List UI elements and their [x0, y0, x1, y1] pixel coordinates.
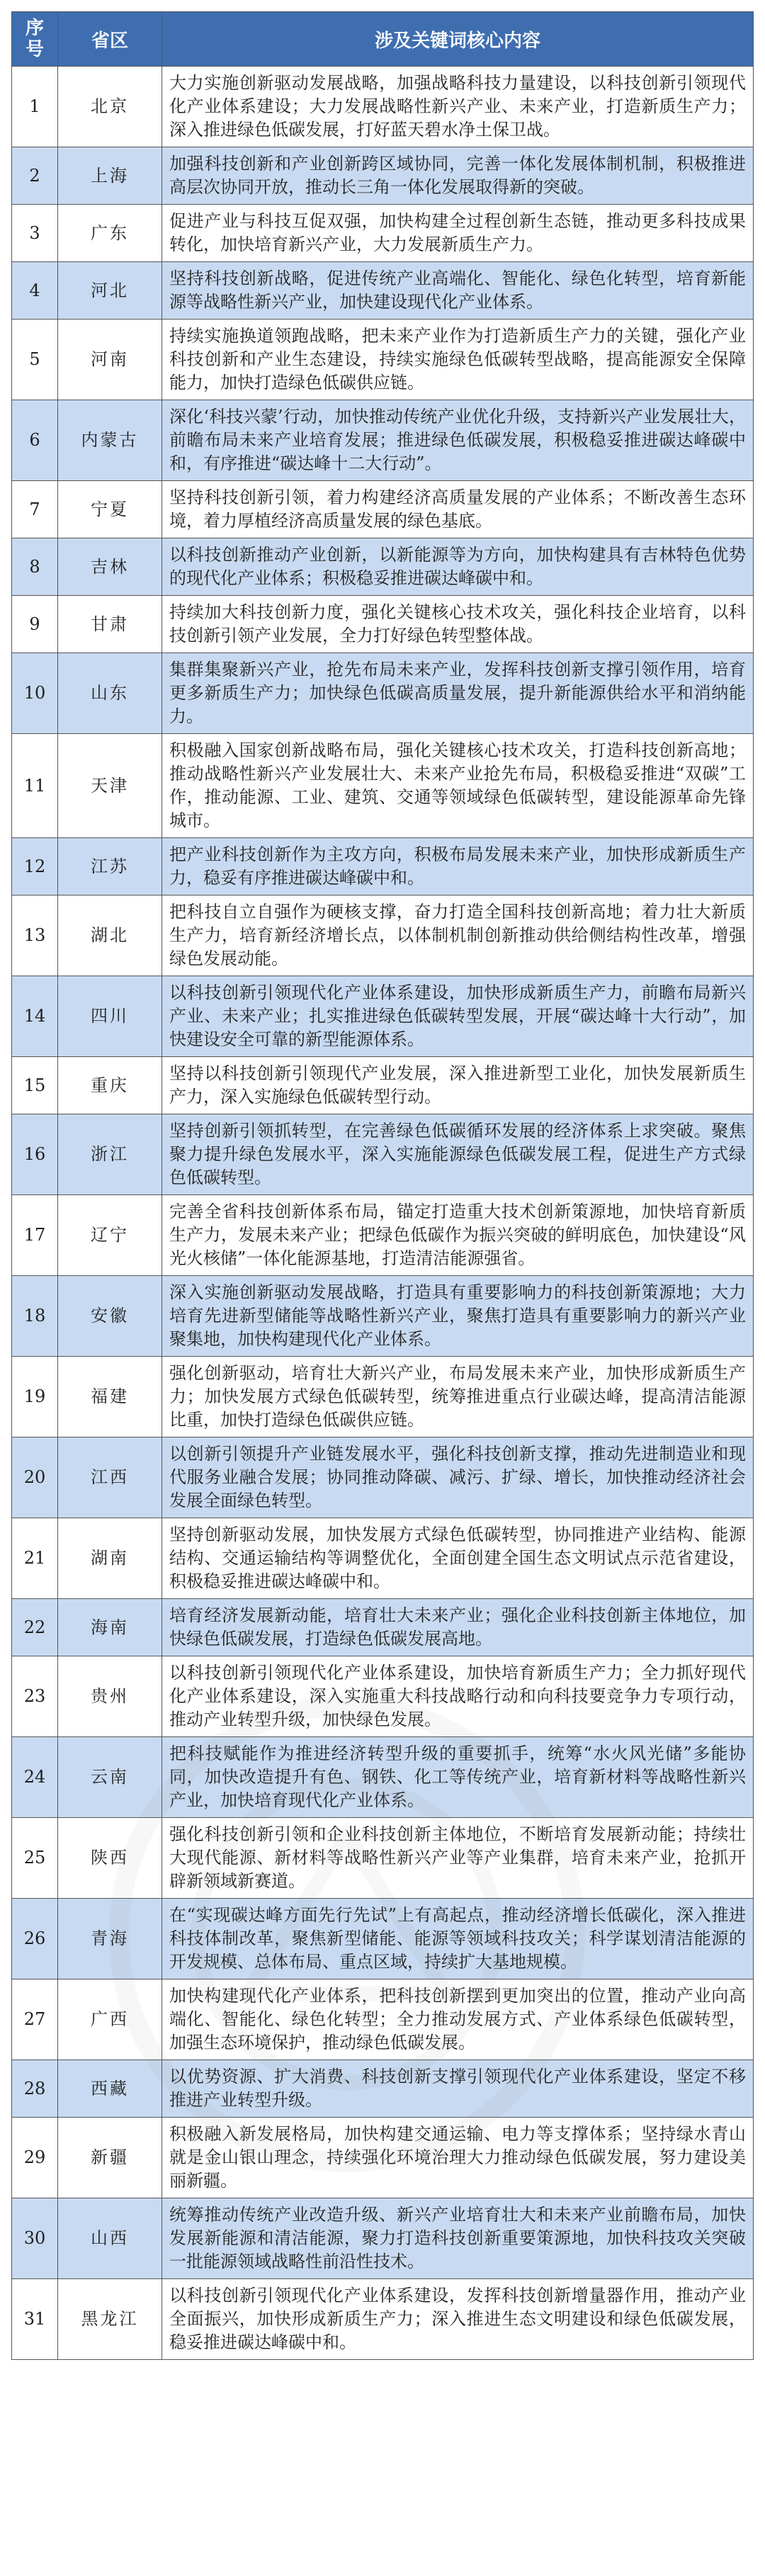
header-province: 省区: [58, 12, 162, 67]
table-row: [12, 1656, 754, 1737]
row-province: 江西: [58, 1437, 162, 1518]
row-content: 以创新引领提升产业链发展水平，强化科技创新支撑，推动先进制造业和现代服务业融合发展；协同推动降碳、减污、扩绿、增长，加快推动经济社会发展全面绿色转型。: [162, 1437, 754, 1518]
table-row: [12, 2060, 754, 2118]
row-number: 1: [12, 67, 58, 147]
row-number: 29: [12, 2118, 58, 2198]
row-province: 天津: [58, 734, 162, 838]
row-province: 浙江: [58, 1114, 162, 1195]
row-province: 黑龙江: [58, 2279, 162, 2360]
row-content: 完善全省科技创新体系布局，锚定打造重大技术创新策源地，加快培育新质生产力，发展未来产业；把绿色低碳作为振兴突破的鲜明底色，加快建设“风光火核储”一体化能源基地，打造清洁能源强省。: [162, 1195, 754, 1276]
row-number: 27: [12, 1979, 58, 2060]
row-province: 北京: [58, 67, 162, 147]
row-number: 7: [12, 481, 58, 538]
row-content: 以优势资源、扩大消费、科技创新支撑引领现代化产业体系建设，坚定不移推进产业转型升级。: [162, 2060, 754, 2118]
table-row: [12, 400, 754, 481]
row-content: 坚持科技创新引领，着力构建经济高质量发展的产业体系；不断改善生态环境，着力厚植经济高质量发展的绿色基底。: [162, 481, 754, 538]
row-province: 内蒙古: [58, 400, 162, 481]
table-row: [12, 538, 754, 596]
row-content: 深入实施创新驱动发展战略，打造具有重要影响力的科技创新策源地；大力培育先进新型储能等战略性新兴产业，聚焦打造具有重要影响力的新兴产业聚集地，加快构建现代化产业体系。: [162, 1276, 754, 1357]
row-province: 宁夏: [58, 481, 162, 538]
row-content: 把产业科技创新作为主攻方向，积极布局发展未来产业，加快形成新质生产力，稳妥有序推进碳达峰碳中和。: [162, 838, 754, 896]
table-row: [12, 1599, 754, 1656]
row-content: 统筹推动传统产业改造升级、新兴产业培育壮大和未来产业前瞻布局，加快发展新能源和清洁能源，聚力打造科技创新重要策源地，加快科技攻关突破一批能源领域战略性前沿性技术。: [162, 2198, 754, 2279]
table-row: [12, 205, 754, 262]
table-row: [12, 1818, 754, 1899]
row-number: 5: [12, 320, 58, 400]
row-content: 深化‘科技兴蒙’行动，加快推动传统产业优化升级，支持新兴产业发展壮大，前瞻布局未来产业培育发展；推进绿色低碳发展，积极稳妥推进碳达峰碳中和，有序推进“碳达峰十二大行动”。: [162, 400, 754, 481]
row-content: 强化创新驱动，培育壮大新兴产业，布局发展未来产业，加快形成新质生产力；加快发展方式绿色低碳转型，统筹推进重点行业碳达峰，提高清洁能源比重，加快打造绿色低碳供应链。: [162, 1357, 754, 1437]
table-row: [12, 1737, 754, 1818]
row-number: 2: [12, 147, 58, 205]
table-header-row: [12, 12, 754, 67]
table-row: [12, 2118, 754, 2198]
row-number: 6: [12, 400, 58, 481]
row-content: 大力实施创新驱动发展战略，加强战略科技力量建设，以科技创新引领现代化产业体系建设；大力发展战略性新兴产业、未来产业，打造新质生产力；深入推进绿色低碳发展，打好蓝天碧水净土保卫战。: [162, 67, 754, 147]
row-number: 18: [12, 1276, 58, 1357]
table-row: [12, 147, 754, 205]
header-number-label: 序 号: [25, 18, 44, 60]
province-keyword-table: [11, 11, 754, 2360]
row-number: 31: [12, 2279, 58, 2360]
row-number: 25: [12, 1818, 58, 1899]
table-row: [12, 1979, 754, 2060]
table-row: [12, 976, 754, 1057]
table-row: [12, 1518, 754, 1599]
row-number: 13: [12, 896, 58, 976]
row-number: 8: [12, 538, 58, 596]
row-province: 河北: [58, 262, 162, 320]
row-number: 17: [12, 1195, 58, 1276]
row-number: 20: [12, 1437, 58, 1518]
row-province: 青海: [58, 1899, 162, 1979]
row-number: 23: [12, 1656, 58, 1737]
row-number: 30: [12, 2198, 58, 2279]
table-row: [12, 1899, 754, 1979]
row-province: 陕西: [58, 1818, 162, 1899]
row-number: 16: [12, 1114, 58, 1195]
table-row: [12, 481, 754, 538]
row-province: 辽宁: [58, 1195, 162, 1276]
table-body: [12, 67, 754, 2360]
row-content: 加快构建现代化产业体系，把科技创新摆到更加突出的位置，推动产业向高端化、智能化、绿色化转型；全力推动发展方式、产业体系绿色低碳转型，加强生态环境保护，推动绿色低碳发展。: [162, 1979, 754, 2060]
row-number: 12: [12, 838, 58, 896]
table-row: [12, 320, 754, 400]
row-content: 培育经济发展新动能，培育壮大未来产业；强化企业科技创新主体地位，加快绿色低碳发展，打造绿色低碳发展高地。: [162, 1599, 754, 1656]
row-province: 吉林: [58, 538, 162, 596]
row-province: 甘肃: [58, 596, 162, 653]
table-row: [12, 896, 754, 976]
table-row: [12, 1114, 754, 1195]
row-number: 4: [12, 262, 58, 320]
table-row: [12, 596, 754, 653]
table-row: [12, 734, 754, 838]
row-province: 海南: [58, 1599, 162, 1656]
row-province: 西藏: [58, 2060, 162, 2118]
row-number: 22: [12, 1599, 58, 1656]
row-number: 15: [12, 1057, 58, 1114]
row-province: 山西: [58, 2198, 162, 2279]
row-province: 河南: [58, 320, 162, 400]
row-content: 以科技创新引领现代化产业体系建设，发挥科技创新增量器作用，推动产业全面振兴，加快形成新质生产力；深入推进生态文明建设和绿色低碳发展，稳妥推进碳达峰碳中和。: [162, 2279, 754, 2360]
row-content: 以科技创新引领现代化产业体系建设，加快形成新质生产力，前瞻布局新兴产业、未来产业；扎实推进绿色低碳转型发展，开展“碳达峰十大行动”，加快建设安全可靠的新型能源体系。: [162, 976, 754, 1057]
row-province: 重庆: [58, 1057, 162, 1114]
row-province: 新疆: [58, 2118, 162, 2198]
table-row: [12, 262, 754, 320]
table-row: [12, 1437, 754, 1518]
header-content: 涉及关键词核心内容: [162, 12, 754, 67]
row-province: 广东: [58, 205, 162, 262]
row-province: 福建: [58, 1357, 162, 1437]
row-province: 上海: [58, 147, 162, 205]
row-content: 把科技自立自强作为硬核支撑，奋力打造全国科技创新高地；着力壮大新质生产力，培育新经济增长点，以体制机制创新推动供给侧结构性改革，增强绿色发展动能。: [162, 896, 754, 976]
row-number: 10: [12, 653, 58, 734]
row-content: 坚持创新引领抓转型，在完善绿色低碳循环发展的经济体系上求突破。聚焦聚力提升绿色发展水平，深入实施能源绿色低碳发展工程，促进生产方式绿色低碳转型。: [162, 1114, 754, 1195]
row-number: 9: [12, 596, 58, 653]
row-content: 以科技创新推动产业创新，以新能源等为方向，加快构建具有吉林特色优势的现代化产业体系；积极稳妥推进碳达峰碳中和。: [162, 538, 754, 596]
row-content: 强化科技创新引领和企业科技创新主体地位，不断培育发展新动能；持续壮大现代能源、新材料等战略性新兴产业等产业集群，培育未来产业，抢抓开辟新领域新赛道。: [162, 1818, 754, 1899]
row-number: 3: [12, 205, 58, 262]
row-content: 持续加大科技创新力度，强化关键核心技术攻关，强化科技企业培育，以科技创新引领产业发展，全力打好绿色转型整体战。: [162, 596, 754, 653]
row-content: 促进产业与科技互促双强，加快构建全过程创新生态链，推动更多科技成果转化，加快培育新兴产业，大力发展新质生产力。: [162, 205, 754, 262]
row-province: 山东: [58, 653, 162, 734]
row-content: 在“实现碳达峰方面先行先试”上有高起点，推动经济增长低碳化，深入推进科技体制改革，聚焦新型储能、能源等领域科技攻关；科学谋划清洁能源的开发规模、总体布局、重点区域，持续扩大基地规模。: [162, 1899, 754, 1979]
row-province: 云南: [58, 1737, 162, 1818]
row-content: 积极融入国家创新战略布局，强化关键核心技术攻关，打造科技创新高地；推动战略性新兴产业发展壮大、未来产业抢先布局，积极稳妥推进“双碳”工作，推动能源、工业、建筑、交通等领域绿色低碳转型，建设能源革命先锋城市。: [162, 734, 754, 838]
row-content: 把科技赋能作为推进经济转型升级的重要抓手，统筹“水火风光储”多能协同，加快改造提升有色、钢铁、化工等传统产业，培育新材料等战略性新兴产业，加快培育现代化产业体系。: [162, 1737, 754, 1818]
table-row: [12, 1195, 754, 1276]
row-number: 14: [12, 976, 58, 1057]
row-content: 坚持科技创新战略，促进传统产业高端化、智能化、绿色化转型，培育新能源等战略性新兴产业，加快建设现代化产业体系。: [162, 262, 754, 320]
table-row: [12, 1057, 754, 1114]
row-number: 28: [12, 2060, 58, 2118]
row-number: 26: [12, 1899, 58, 1979]
table-row: [12, 2198, 754, 2279]
table-row: [12, 1276, 754, 1357]
row-province: 安徽: [58, 1276, 162, 1357]
row-province: 湖南: [58, 1518, 162, 1599]
keyword-table-sheet: [11, 11, 754, 2360]
row-number: 24: [12, 1737, 58, 1818]
row-content: 坚持以科技创新引领现代产业发展，深入推进新型工业化，加快发展新质生产力，深入实施绿色低碳转型行动。: [162, 1057, 754, 1114]
row-content: 以科技创新引领现代化产业体系建设，加快培育新质生产力；全力抓好现代化产业体系建设，深入实施重大科技战略行动和向科技要竞争力专项行动，推动产业转型升级，加快绿色发展。: [162, 1656, 754, 1737]
row-province: 广西: [58, 1979, 162, 2060]
table-row: [12, 838, 754, 896]
row-content: 集群集聚新兴产业，抢先布局未来产业，发挥科技创新支撑引领作用，培育更多新质生产力；加快绿色低碳高质量发展，提升新能源供给水平和消纳能力。: [162, 653, 754, 734]
row-province: 湖北: [58, 896, 162, 976]
row-content: 坚持创新驱动发展，加快发展方式绿色低碳转型，协同推进产业结构、能源结构、交通运输结构等调整优化，全面创建全国生态文明试点示范省建设，积极稳妥推进碳达峰碳中和。: [162, 1518, 754, 1599]
table-row: [12, 67, 754, 147]
table-row: [12, 653, 754, 734]
row-province: 贵州: [58, 1656, 162, 1737]
row-number: 19: [12, 1357, 58, 1437]
row-province: 四川: [58, 976, 162, 1057]
row-province: 江苏: [58, 838, 162, 896]
table-row: [12, 1357, 754, 1437]
row-content: 积极融入新发展格局，加快构建交通运输、电力等支撑体系；坚持绿水青山就是金山银山理念，持续强化环境治理大力推动绿色低碳发展，努力建设美丽新疆。: [162, 2118, 754, 2198]
table-row: [12, 2279, 754, 2360]
row-content: 加强科技创新和产业创新跨区域协同，完善一体化发展体制机制，积极推进高层次协同开放，推动长三角一体化发展取得新的突破。: [162, 147, 754, 205]
row-content: 持续实施换道领跑战略，把未来产业作为打造新质生产力的关键，强化产业科技创新和产业生态建设，持续实施绿色低碳转型战略，提高能源安全保障能力，加快打造绿色低碳供应链。: [162, 320, 754, 400]
row-number: 21: [12, 1518, 58, 1599]
row-number: 11: [12, 734, 58, 838]
header-number: [12, 12, 58, 67]
